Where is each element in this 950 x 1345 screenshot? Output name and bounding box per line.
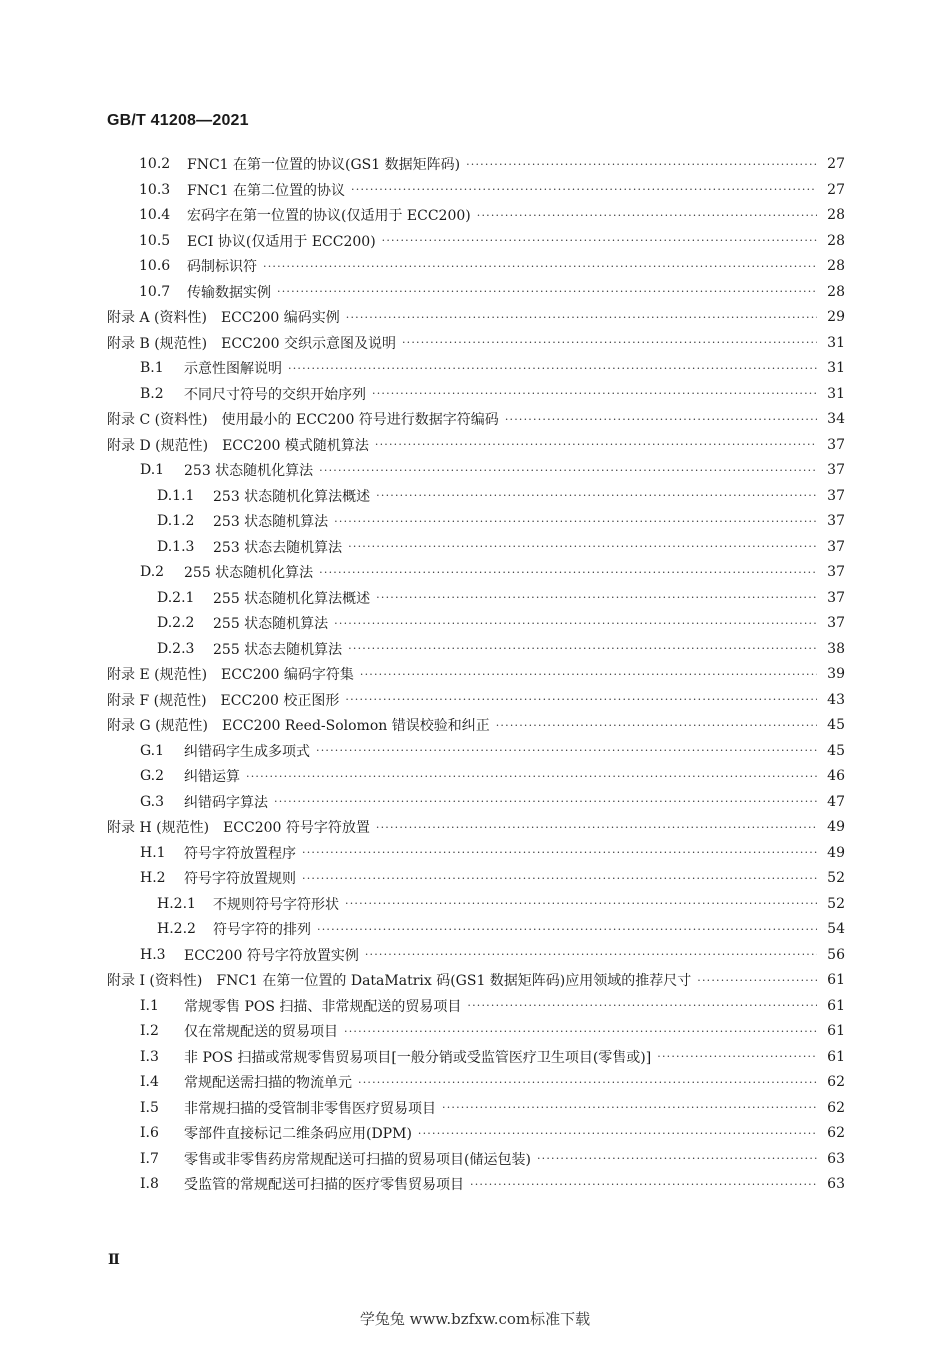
toc-entry-page: 56 — [827, 946, 845, 963]
toc-entry-title: 253 状态去随机算法 — [213, 539, 343, 556]
toc-entry-number: D.2.1 — [157, 589, 195, 606]
toc-entry-page: 43 — [827, 691, 845, 708]
toc-entry[interactable] — [139, 152, 845, 176]
toc-entry-page: 54 — [827, 921, 845, 937]
toc-entry-number: 附录 I (资料性) — [107, 973, 203, 989]
toc-entry-page: 31 — [827, 385, 845, 402]
toc-entry-title: 255 状态随机化算法 — [184, 565, 314, 581]
toc-entry[interactable] — [157, 586, 845, 610]
toc-entry-title: ECC200 交织示意图及说明 — [221, 335, 396, 352]
toc-entry[interactable] — [157, 892, 845, 916]
dot-leader — [317, 923, 817, 936]
toc-entry[interactable] — [107, 713, 845, 737]
toc-entry-title: FNC1 在第一位置的协议(GS1 数据矩阵码) — [187, 157, 461, 173]
toc-entry-title: 不规则符号字符形状 — [213, 896, 339, 913]
footer-watermark: 学兔兔 www.bzfxw.com标准下载 — [359, 1310, 591, 1328]
toc-entry-number: D.2.3 — [157, 640, 195, 657]
toc-entry-title: 符号字符放置规则 — [184, 871, 296, 887]
toc-entry[interactable] — [157, 535, 845, 559]
toc-entry[interactable] — [107, 662, 845, 686]
toc-entry-title: 常规零售 POS 扫描、非常规配送的贸易项目 — [184, 998, 462, 1015]
toc-entry-page: 45 — [827, 717, 845, 733]
toc-entry-number: D.1.1 — [157, 487, 195, 504]
toc-entry[interactable] — [139, 203, 845, 227]
toc-entry-number: I.4 — [140, 1074, 159, 1090]
toc-entry-title: 传输数据实例 — [187, 284, 271, 301]
toc-entry-number: H.2.1 — [157, 895, 196, 912]
toc-entry-title: FNC1 在第二位置的协议 — [187, 182, 346, 199]
toc-entry[interactable] — [107, 688, 845, 712]
toc-entry-title: 常规配送需扫描的物流单元 — [184, 1075, 352, 1091]
toc-entry[interactable] — [157, 611, 845, 635]
toc-entry[interactable] — [140, 1147, 845, 1171]
dot-leader — [246, 770, 817, 783]
toc-entry-title: ECI 协议(仅适用于 ECC200) — [187, 233, 376, 250]
dot-leader — [319, 566, 817, 579]
toc-entry-page: 27 — [827, 156, 845, 172]
dot-leader — [358, 1076, 817, 1089]
toc-entry[interactable] — [157, 484, 845, 508]
toc-entry-page: 28 — [827, 232, 845, 249]
toc-entry-number: D.1 — [140, 462, 165, 478]
toc-entry-title: 受监管的常规配送可扫描的医疗零售贸易项目 — [184, 1177, 464, 1193]
toc-entry-page: 37 — [827, 564, 845, 580]
toc-entry-page: 37 — [827, 615, 845, 631]
toc-entry-number: G.2 — [140, 768, 165, 784]
toc-entry-number: I.2 — [140, 1023, 159, 1039]
dot-leader — [263, 260, 817, 273]
toc-entry-page: 47 — [827, 793, 845, 810]
toc-entry-number: H.2.2 — [157, 921, 196, 937]
toc-entry-number: 附录 D (规范性) — [107, 437, 209, 454]
toc-entry-page: 28 — [827, 207, 845, 223]
toc-entry-number: D.2.2 — [157, 615, 195, 631]
toc-entry-title: 使用最小的 ECC200 符号进行数据字符编码 — [221, 412, 499, 428]
dot-leader — [466, 158, 817, 171]
toc-entry-number: D.1.2 — [157, 513, 195, 529]
toc-entry-title: 255 状态随机化算法概述 — [213, 590, 371, 607]
toc-entry-title: 253 状态随机化算法概述 — [213, 488, 371, 505]
toc-entry-title: 253 状态随机化算法 — [184, 463, 314, 479]
toc-entry-page: 37 — [827, 513, 845, 529]
toc-entry-number: 10.6 — [139, 258, 171, 274]
toc-entry-number: 10.3 — [139, 181, 171, 198]
toc-entry-page: 34 — [827, 411, 845, 427]
toc-entry-title: 码制标识符 — [187, 259, 257, 275]
toc-entry-page: 31 — [827, 360, 845, 376]
toc-entry[interactable] — [140, 1096, 845, 1120]
toc-entry-title: ECC200 符号字符放置 — [223, 820, 370, 836]
toc-entry-title: FNC1 在第一位置的 DataMatrix 码(GS1 数据矩阵码)应用领域的推荐尺寸 — [216, 973, 692, 989]
toc-entry-title: 纠错码字生成多项式 — [184, 743, 310, 760]
toc-entry-number: 附录 A (资料性) — [107, 310, 207, 326]
toc-entry[interactable] — [140, 382, 845, 406]
dot-leader — [348, 540, 817, 553]
toc-entry-number: I.7 — [140, 1150, 159, 1167]
toc-entry-number: 附录 E (规范性) — [107, 667, 208, 683]
toc-entry-page: 63 — [827, 1150, 845, 1167]
toc-entry-page: 63 — [827, 1176, 845, 1192]
dot-leader — [319, 464, 817, 477]
dot-leader — [537, 1152, 817, 1165]
toc-entry-number: 附录 C (资料性) — [107, 412, 208, 428]
toc-entry-title: 非常规扫描的受管制非零售医疗贸易项目 — [184, 1100, 436, 1117]
toc-entry-page: 28 — [827, 283, 845, 300]
toc-entry-title: 符号字符的排列 — [213, 922, 311, 938]
toc-entry-page: 62 — [827, 1125, 845, 1141]
toc-entry-title: ECC200 校正图形 — [220, 692, 340, 709]
toc-entry-number: H.3 — [140, 946, 166, 963]
toc-entry-number: 附录 F (规范性) — [107, 692, 207, 709]
dot-leader — [376, 489, 817, 502]
dot-leader — [334, 515, 817, 528]
toc-entry-title: 零售或非零售药房常规配送可扫描的贸易项目(储运包装) — [184, 1151, 531, 1168]
toc-entry[interactable] — [140, 943, 845, 967]
toc-entry-title: 255 状态随机算法 — [213, 616, 329, 632]
toc-entry-page: 49 — [827, 819, 845, 835]
toc-entry-page: 61 — [827, 1048, 845, 1065]
toc-entry-page: 49 — [827, 844, 845, 861]
dot-leader — [372, 387, 817, 400]
dot-leader — [316, 744, 817, 757]
toc-entry-number: G.3 — [140, 793, 165, 810]
toc-entry-title: 纠错码字算法 — [184, 794, 268, 811]
toc-entry-number: I.3 — [140, 1048, 159, 1065]
toc-entry-title: ECC200 编码字符集 — [221, 667, 354, 683]
toc-entry[interactable] — [140, 994, 845, 1018]
toc-entry-page: 37 — [827, 538, 845, 555]
toc-entry-title: 示意性图解说明 — [184, 361, 282, 377]
toc-entry-page: 62 — [827, 1074, 845, 1090]
toc-entry[interactable] — [140, 1019, 845, 1043]
dot-leader — [348, 642, 817, 655]
toc-entry-title: ECC200 Reed-Solomon 错误校验和纠正 — [222, 718, 490, 734]
toc-entry-title: 符号字符放置程序 — [184, 845, 296, 862]
toc-entry-title: ECC200 模式随机算法 — [222, 437, 369, 454]
toc-entry-number: 10.4 — [139, 207, 171, 223]
toc-entry-number: D.1.3 — [157, 538, 195, 555]
toc-entry-page: 37 — [827, 436, 845, 453]
toc-entry-number: I.8 — [140, 1176, 159, 1192]
toc-entry-number: 附录 H (规范性) — [107, 820, 210, 836]
toc-entry-title: ECC200 编码实例 — [220, 310, 340, 326]
toc-entry-number: G.1 — [140, 742, 165, 759]
toc-entry[interactable] — [107, 433, 845, 457]
toc-entry[interactable] — [107, 968, 845, 992]
toc-entry-number: B.2 — [140, 385, 164, 402]
toc-entry[interactable] — [107, 407, 845, 431]
toc-entry[interactable] — [107, 305, 845, 329]
toc-entry-page: 29 — [827, 309, 845, 325]
toc-entry-number: 10.7 — [139, 283, 171, 300]
toc-entry[interactable] — [140, 866, 845, 890]
toc-entry-number: H.1 — [140, 844, 166, 861]
dot-leader — [302, 872, 817, 885]
toc-entry[interactable] — [140, 790, 845, 814]
toc-entry-title: ECC200 符号字符放置实例 — [184, 947, 359, 964]
dot-leader — [505, 413, 817, 426]
toc-entry-number: I.6 — [140, 1125, 159, 1141]
toc-entry-number: 附录 B (规范性) — [107, 335, 208, 352]
toc-entry[interactable] — [140, 1070, 845, 1094]
toc-entry-title: 仅在常规配送的贸易项目 — [184, 1024, 338, 1040]
toc-entry-number: B.1 — [140, 360, 164, 376]
dot-leader — [376, 821, 817, 834]
toc-entry-page: 52 — [827, 895, 845, 912]
toc-entry[interactable] — [139, 178, 845, 202]
toc-entry-page: 38 — [827, 640, 845, 657]
toc-entry-page: 37 — [827, 589, 845, 606]
toc-entry-number: 附录 G (规范性) — [107, 718, 209, 734]
dot-leader — [467, 999, 817, 1012]
toc-entry-page: 45 — [827, 742, 845, 759]
toc-entry[interactable] — [140, 356, 845, 380]
toc-entry-number: 10.2 — [139, 156, 171, 172]
dot-leader — [274, 795, 817, 808]
dot-leader — [351, 183, 817, 196]
toc-entry[interactable] — [107, 815, 845, 839]
dot-leader — [288, 362, 817, 375]
toc-entry-number: I.1 — [140, 997, 159, 1014]
toc-entry-title: 零部件直接标记二维条码应用(DPM) — [184, 1126, 412, 1142]
dot-leader — [345, 693, 817, 706]
dot-leader — [470, 1178, 817, 1191]
dot-leader — [346, 311, 817, 324]
toc-entry-page: 46 — [827, 768, 845, 784]
dot-leader — [375, 438, 817, 451]
toc-entry[interactable] — [140, 1121, 845, 1145]
toc-entry-page: 37 — [827, 487, 845, 504]
dot-leader — [334, 617, 817, 630]
dot-leader — [657, 1050, 817, 1063]
toc-entry[interactable] — [140, 560, 845, 584]
toc-entry[interactable] — [139, 254, 845, 278]
toc-entry-title: 253 状态随机算法 — [213, 514, 329, 530]
dot-leader — [477, 209, 817, 222]
toc-entry[interactable] — [140, 739, 845, 763]
dot-leader — [277, 285, 817, 298]
dot-leader — [360, 668, 817, 681]
toc-entry-title: 宏码字在第一位置的协议(仅适用于 ECC200) — [187, 208, 471, 224]
toc-entry[interactable] — [107, 331, 845, 355]
dot-leader — [442, 1101, 817, 1114]
toc-entry-page: 28 — [827, 258, 845, 274]
toc-entry-title: 不同尺寸符号的交织开始序列 — [184, 386, 366, 403]
dot-leader — [344, 1025, 817, 1038]
toc-entry-page: 39 — [827, 666, 845, 682]
toc-entry-page: 62 — [827, 1099, 845, 1116]
toc-entry-page: 31 — [827, 334, 845, 351]
toc-entry[interactable] — [139, 229, 845, 253]
toc-entry-title: 非 POS 扫描或常规零售贸易项目[一般分销或受监管医疗卫生项目(零售或)] — [184, 1049, 652, 1066]
toc-entry-page: 27 — [827, 181, 845, 198]
toc-entry[interactable] — [140, 458, 845, 482]
dot-leader — [365, 948, 817, 961]
dot-leader — [402, 336, 817, 349]
toc-entry[interactable] — [140, 1045, 845, 1069]
toc-entry[interactable] — [139, 280, 845, 304]
toc-entry-title: 255 状态去随机算法 — [213, 641, 343, 658]
dot-leader — [376, 591, 817, 604]
toc-entry[interactable] — [140, 1172, 845, 1196]
dot-leader — [302, 846, 817, 859]
dot-leader — [496, 719, 817, 732]
toc-entry-number: 10.5 — [139, 232, 171, 249]
toc-entry[interactable] — [157, 917, 845, 941]
toc-entry-page: 61 — [827, 997, 845, 1014]
toc-entry[interactable] — [140, 764, 845, 788]
toc-entry[interactable] — [140, 841, 845, 865]
toc-entry-page: 61 — [827, 1023, 845, 1039]
dot-leader — [418, 1127, 817, 1140]
toc-entry-number: D.2 — [140, 564, 165, 580]
toc-entry[interactable] — [157, 637, 845, 661]
toc-entry-page: 61 — [827, 972, 845, 988]
dot-leader — [345, 897, 817, 910]
dot-leader — [382, 234, 817, 247]
toc-entry[interactable] — [157, 509, 845, 533]
toc-entry-number: I.5 — [140, 1099, 159, 1116]
toc-entry-page: 37 — [827, 462, 845, 478]
toc-entry-number: H.2 — [140, 870, 166, 886]
dot-leader — [697, 974, 817, 987]
toc-entry-page: 52 — [827, 870, 845, 886]
page-number: Ⅱ — [108, 1252, 120, 1268]
standard-code-header: GB/T 41208—2021 — [107, 112, 249, 129]
toc-entry-title: 纠错运算 — [184, 769, 240, 785]
